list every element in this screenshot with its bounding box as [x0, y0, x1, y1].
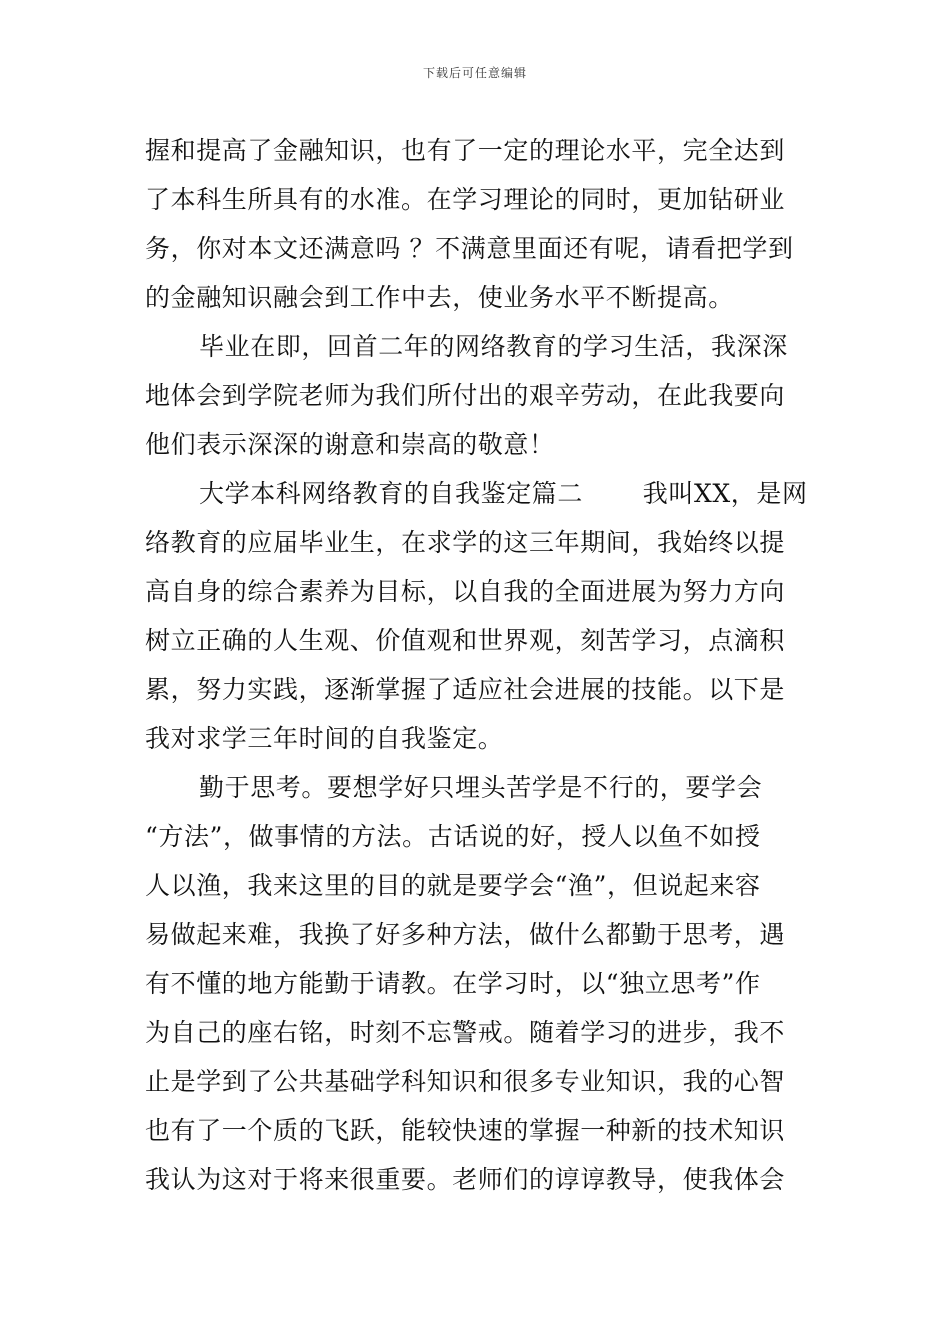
text-line: 止是学到了公共基础学科知识和很多专业知识，我的心智	[145, 1067, 786, 1096]
text-line: 勤于思考。要想学好只埋头苦学是不行的，要学会	[199, 773, 763, 802]
text-line: 他们表示深深的谢意和崇高的敬意！	[145, 430, 555, 459]
text-line: 为自己的座右铭，时刻不忘警戒。随着学习的进步，我不	[145, 1018, 786, 1047]
header-note: 下载后可任意编辑	[422, 66, 527, 80]
text-line: 有不懂的地方能勤于请教。在学习时，以“独立思考”作	[145, 969, 761, 998]
text-line: 我认为这对于将来很重要。老师们的谆谆教导，使我体会	[145, 1165, 786, 1194]
text-line: 我对求学三年时间的自我鉴定。	[145, 724, 504, 753]
text-line: 高自身的综合素养为目标，以自我的全面进展为努力方向	[145, 577, 786, 606]
document-body	[145, 126, 808, 1204]
text-line: 地体会到学院老师为我们所付出的艰辛劳动，在此我要向	[145, 381, 786, 410]
text-line: 易做起来难，我换了好多种方法，做什么都勤于思考，遇	[145, 920, 786, 949]
text-line: 累，努力实践，逐渐掌握了适应社会进展的技能。以下是	[145, 675, 786, 704]
text-line: 了本科生所具有的水准。在学习理论的同时，更加钻研业	[145, 185, 786, 214]
text-line: 树立正确的人生观、价值观和世界观，刻苦学习，点滴积	[145, 626, 786, 655]
text-line: 人以渔，我来这里的目的就是要学会“渔”，但说起来容	[145, 871, 761, 900]
text-line: 务，你对本文还满意吗 ？不满意里面还有呢，请看把学到	[145, 234, 794, 263]
text-line: 大学本科网络教育的自我鉴定篇二 我叫XX，是网	[199, 479, 808, 508]
text-line: “方法”，做事情的方法。古话说的好，授人以鱼不如授	[145, 822, 761, 851]
text-line: 络教育的应届毕业生，在求学的这三年期间，我始终以提	[145, 528, 786, 557]
text-line: 也有了一个质的飞跃，能较快速的掌握一种新的技术知识	[145, 1116, 786, 1145]
text-line: 毕业在即，回首二年的网络教育的学习生活，我深深	[199, 332, 788, 361]
text-line: 的金融知识融会到工作中去，使业务水平不断提高。	[145, 283, 734, 312]
text-line: 握和提高了金融知识，也有了一定的理论水平，完全达到	[145, 136, 786, 165]
